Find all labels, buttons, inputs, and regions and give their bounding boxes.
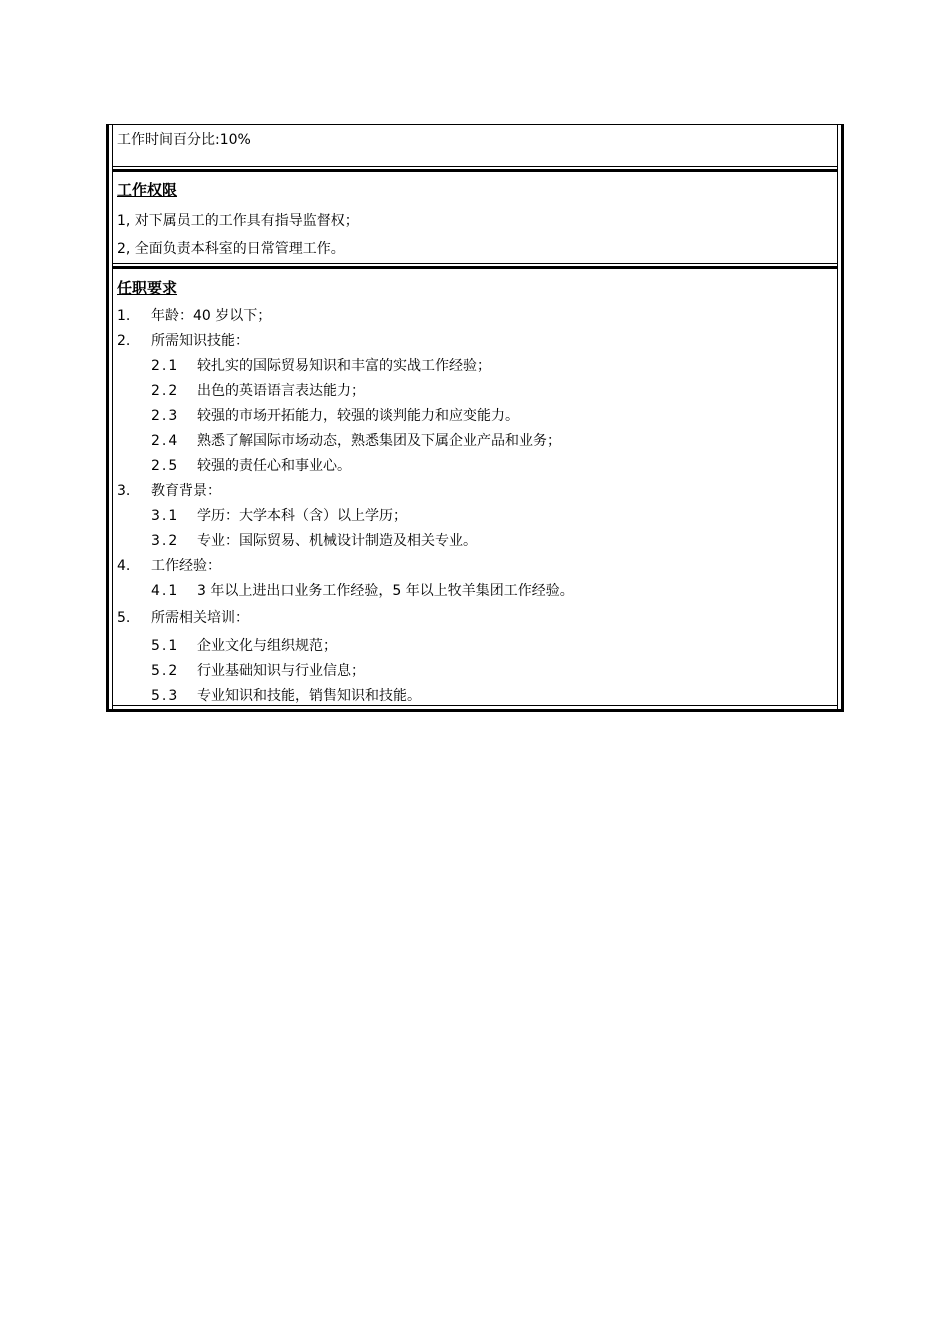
authority-item-1: 1, 对下属员工的工作具有指导监督权； [117,213,359,229]
req-text: 教育背景： [151,483,221,499]
req-subnum: 2.1 [151,358,180,374]
req-subnum: 2.4 [151,433,180,449]
req-subitem-2-3 [151,407,519,425]
req-subitem-3-2 [151,532,477,550]
req-text: 学历：大学本科（含）以上学历； [197,508,407,524]
req-subnum: 5.2 [151,663,180,679]
req-subitem-2-4 [151,432,561,450]
req-subitem-2-2 [151,382,365,400]
req-text: 较强的责任心和事业心。 [197,458,351,474]
req-subitem-4-1 [151,582,574,600]
req-item-experience [117,557,221,575]
req-text: 较扎实的国际贸易知识和丰富的实战工作经验； [197,358,491,374]
req-text: 专业知识和技能，销售知识和技能。 [197,688,421,704]
table-inner-border-right [837,125,838,709]
req-num: 5. [117,610,131,626]
req-text: 所需知识技能： [151,333,249,349]
req-subnum: 3.2 [151,533,180,549]
req-subnum: 3.1 [151,508,180,524]
authority-heading: 工作权限 [117,181,178,199]
req-num: 2. [117,333,131,349]
req-text: 行业基础知识与行业信息； [197,663,365,679]
req-subnum: 4.1 [151,583,180,599]
req-num: 1. [117,308,131,324]
req-text: 企业文化与组织规范； [197,638,337,654]
req-subitem-3-1 [151,507,407,525]
job-description-table [106,124,844,712]
req-subitem-5-3 [151,687,421,705]
section-divider-2 [113,263,837,269]
req-text: 专业：国际贸易、机械设计制造及相关专业。 [197,533,477,549]
req-subnum: 2.5 [151,458,180,474]
req-num: 3. [117,483,131,499]
req-subnum: 2.3 [151,408,180,424]
req-subnum: 5.3 [151,688,180,704]
req-text: 3 年以上进出口业务工作经验，5 年以上牧羊集团工作经验。 [197,583,574,599]
req-text: 年龄：40 岁以下； [151,308,272,324]
section-divider-1 [113,166,837,172]
req-text: 所需相关培训： [151,610,249,626]
req-subnum: 2.2 [151,383,180,399]
req-subnum: 5.1 [151,638,180,654]
req-item-training [117,609,249,627]
requirements-heading: 任职要求 [117,279,178,297]
table-inner-border-left [112,125,113,709]
req-text: 出色的英语语言表达能力； [197,383,365,399]
req-subitem-5-1 [151,637,337,655]
req-num: 4. [117,558,131,574]
table-inner-border-bottom [112,705,838,706]
req-subitem-2-1 [151,357,491,375]
req-item-skills [117,332,249,350]
req-item-education [117,482,221,500]
req-subitem-2-5 [151,457,351,475]
req-text: 熟悉了解国际市场动态，熟悉集团及下属企业产品和业务； [197,433,561,449]
work-time-percent: 工作时间百分比:10% [117,132,251,148]
req-item-age [117,307,271,325]
req-text: 工作经验： [151,558,221,574]
req-text: 较强的市场开拓能力，较强的谈判能力和应变能力。 [197,408,519,424]
req-subitem-5-2 [151,662,365,680]
authority-item-2: 2, 全面负责本科室的日常管理工作。 [117,241,345,257]
